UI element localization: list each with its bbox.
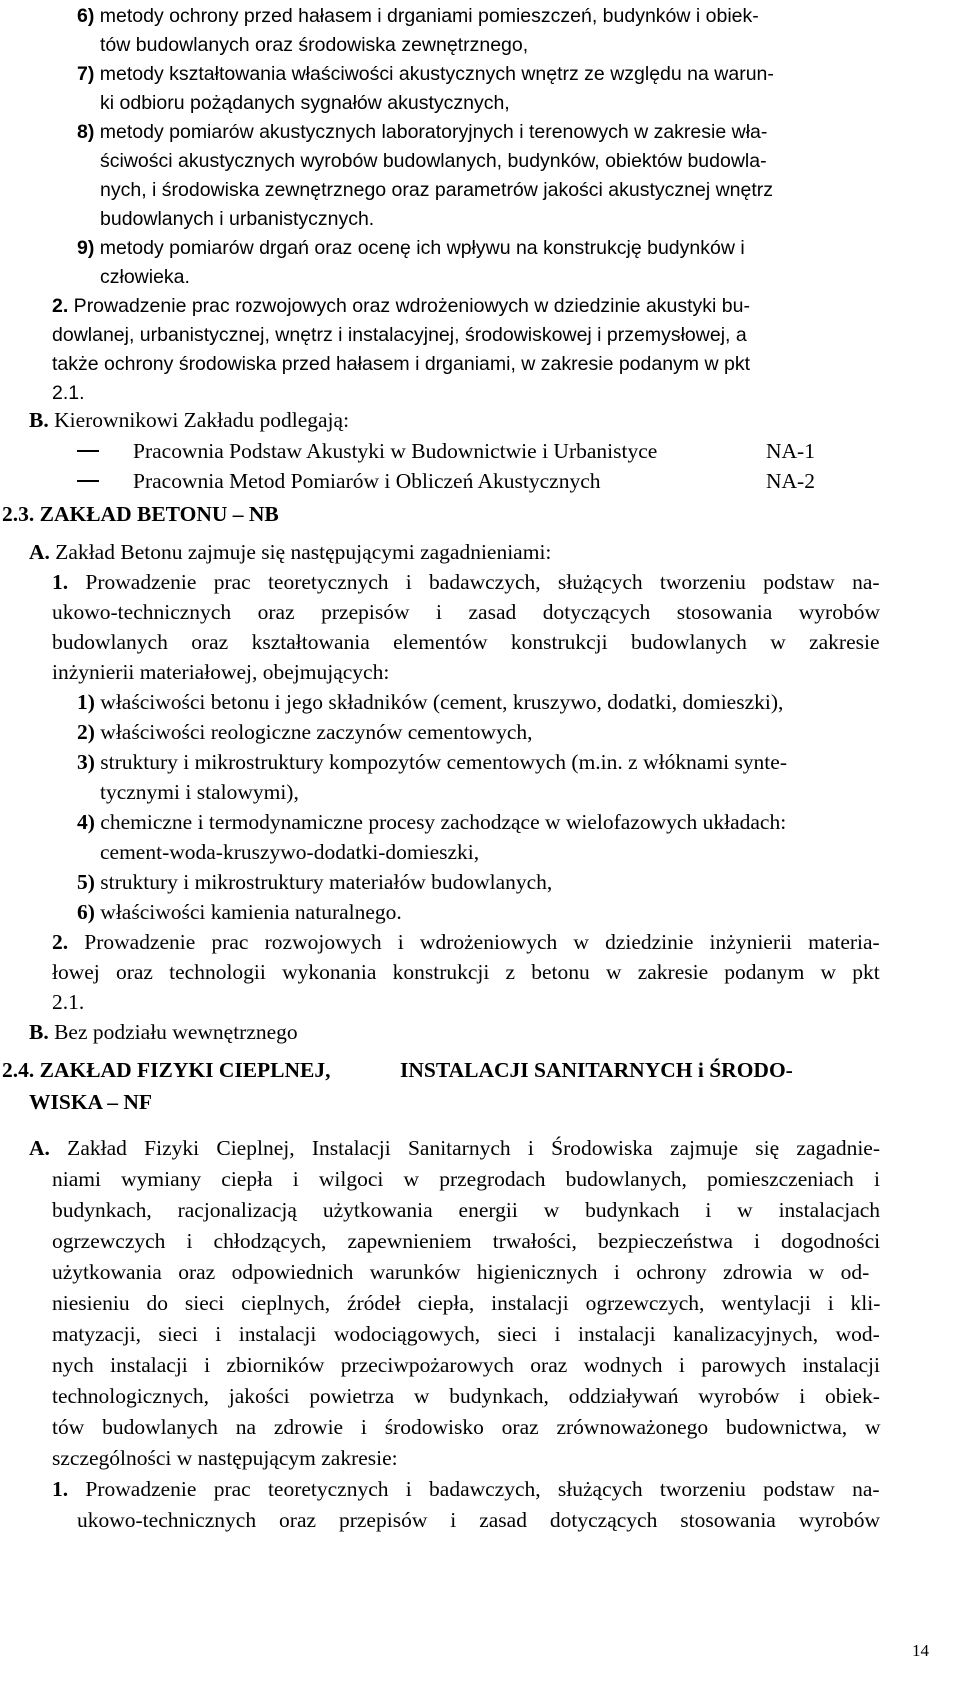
nf-line: nych instalacji i zbiorników przeciwpożarowych oraz wodnych i parowych instalacji [52,1353,880,1377]
nb-line: 1) właściwości betonu i jego składników (cement, kruszywo, dodatki, domieszki), [77,690,784,714]
section-heading-nb: 2.3. ZAKŁAD BETONU – NB [2,502,279,526]
section-heading-nf-cont: INSTALACJI SANITARNYCH i ŚRODO- [400,1058,793,1082]
list-line: 7) metody kształtowania właściwości akustycznych wnętrz ze względu na warun- [77,63,774,85]
nb-line: 2. Prowadzenie prac rozwojowych i wdrożeniowych w dziedzinie inżynierii materia- [52,930,880,954]
section-heading-nf-line2: WISKA – NF [29,1090,153,1114]
nb-line: 6) właściwości kamienia naturalnego. [77,900,402,924]
lab-item: Pracownia Metod Pomiarów i Obliczeń Akustycznych [77,466,601,497]
nf-line: budynkach, racjonalizacją użytkowania energii w budynkach i w instalacjach [52,1198,881,1222]
nf-line: 1. Prowadzenie prac teoretycznych i badawczych, służących tworzeniu podstaw na- [52,1477,880,1501]
paragraph-line: 2.1. [52,382,85,404]
nf-line: technologicznych, jakości powietrza w budynkach, oddziaływań wyrobów i obiek- [52,1384,880,1408]
list-line: ściwości akustycznych wyrobów budowlanych, budynków, obiektów budowla- [100,150,767,172]
list-line: budowlanych i urbanistycznych. [100,208,375,230]
dash-bullet [77,480,99,482]
nb-line: B. Bez podziału wewnętrznego [29,1020,298,1044]
nf-line: niami wymiany ciepła i wilgoci w przegrodach budowlanych, pomieszczeniach i [52,1167,880,1191]
nb-line: 1. Prowadzenie prac teoretycznych i badawczych, służących tworzeniu podstaw na- [52,570,880,594]
nf-line: ogrzewczych i chłodzących, zapewnieniem trwałości, bezpieczeństwa i dogodności [52,1229,881,1253]
section-heading-nf: 2.4. ZAKŁAD FIZYKI CIEPLNEJ, [2,1058,331,1082]
subordinate-heading: B. Kierownikowi Zakładu podlegają: [29,408,350,432]
nf-line: użytkowania oraz odpowiednich warunków higienicznych i ochrony zdrowia w od- [52,1260,870,1284]
list-line: tów budowlanych oraz środowiska zewnętrznego, [100,34,529,56]
nb-line: A. Zakład Betonu zajmuje się następującymi zagadnieniami: [29,540,552,564]
lab-code: NA-1 [766,439,815,463]
nb-line: cement-woda-kruszywo-dodatki-domieszki, [100,840,480,864]
nb-line: 3) struktury i mikrostruktury kompozytów cementowych (m.in. z włóknami synte- [77,750,787,774]
list-line: człowieka. [100,266,190,288]
dash-bullet [77,450,99,452]
nb-line: 5) struktury i mikrostruktury materiałów budowlanych, [77,870,553,894]
nf-line: matyzacji, sieci i instalacji wodociągowych, sieci i instalacji kanalizacyjnych, wod- [52,1322,880,1346]
paragraph-line: 2. Prowadzenie prac rozwojowych oraz wdrożeniowych w dziedzinie akustyki bu- [52,295,750,317]
list-line: 9) metody pomiarów drgań oraz ocenę ich wpływu na konstrukcję budynków i [77,237,745,259]
nb-line: tycznymi i stalowymi), [100,780,299,804]
list-line: nych, i środowiska zewnętrznego oraz parametrów jakości akustycznej wnętrz [100,179,774,201]
list-line: 8) metody pomiarów akustycznych laboratoryjnych i terenowych w zakresie wła- [77,121,768,143]
nb-line: 4) chemiczne i termodynamiczne procesy zachodzące w wielofazowych układach: [77,810,787,834]
nb-line: budowlanych oraz kształtowania elementów konstrukcji budowlanych w zakresie [52,630,880,654]
nf-line: tów budowlanych na zdrowie i środowisko oraz zrównoważonego budownictwa, w [52,1415,881,1439]
page-number: 14 [912,1641,929,1660]
nf-line: A. Zakład Fizyki Cieplnej, Instalacji Sanitarnych i Środowiska zajmuje się zagadnie- [29,1136,880,1160]
nf-line: szczególności w następującym zakresie: [52,1446,398,1470]
paragraph-line: dowlanej, urbanistycznej, wnętrz i instalacyjnej, środowiskowej i przemysłowej, a [52,324,747,346]
nb-line: 2) właściwości reologiczne zaczynów cementowych, [77,720,533,744]
nf-line: ukowo-technicznych oraz przepisów i zasad dotyczących stosowania wyrobów [77,1508,880,1532]
nb-line: łowej oraz technologii wykonania konstrukcji z betonu w zakresie podanym w pkt [52,960,880,984]
nf-line: niesieniu do sieci cieplnych, źródeł ciepła, instalacji ogrzewczych, wentylacji i kli- [52,1291,881,1315]
lab-code: NA-2 [766,469,815,493]
lab-item: Pracownia Podstaw Akustyki w Budownictwie i Urbanistyce [77,436,657,467]
nb-line: ukowo-technicznych oraz przepisów i zasad dotyczących stosowania wyrobów [52,600,880,624]
nb-line: inżynierii materiałowej, obejmujących: [52,660,390,684]
paragraph-line: także ochrony środowiska przed hałasem i drganiami, w zakresie podanym w pkt [52,353,750,375]
list-line: 6) metody ochrony przed hałasem i drganiami pomieszczeń, budynków i obiek- [77,5,759,27]
nb-line: 2.1. [52,990,85,1014]
list-line: ki odbioru pożądanych sygnałów akustycznych, [100,92,510,114]
